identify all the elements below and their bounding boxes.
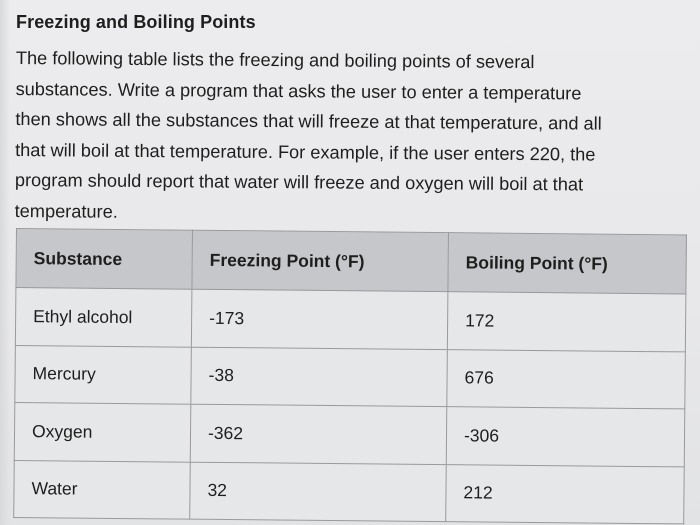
substances-table (13, 228, 687, 524)
description-line: then shows all the substances that will freeze at that temperature, and all (15, 108, 602, 134)
cell-boiling-point: 676 (447, 349, 686, 409)
problem-description (15, 43, 684, 231)
description-line: The following table lists the freezing and boiling points of several (15, 47, 535, 73)
description-line: temperature. (14, 200, 118, 222)
cell-boiling-point: 212 (446, 464, 685, 524)
table-row (15, 288, 686, 352)
header-substance: Substance (16, 229, 193, 290)
substances-table-container (13, 228, 686, 524)
description-line: substances. Write a program that asks the user to enter a temperature (15, 78, 582, 103)
header-freezing-point: Freezing Point (°F) (192, 230, 449, 291)
cell-substance: Ethyl alcohol (15, 288, 192, 347)
cell-boiling-point: 172 (447, 292, 686, 352)
table-row (14, 402, 685, 466)
description-line: program should report that water will freeze and oxygen will boil at that (14, 169, 584, 195)
page-title: Freezing and Boiling Points (16, 12, 256, 32)
header-boiling-point: Boiling Point (°F) (448, 233, 687, 294)
page-edge-shadow (0, 0, 10, 525)
table-row (14, 460, 685, 524)
cell-freezing-point: -362 (190, 404, 447, 464)
table-row (15, 345, 686, 409)
table-header-row (16, 229, 687, 294)
cell-freezing-point: -38 (191, 347, 448, 407)
cell-freezing-point: -173 (191, 289, 448, 349)
cell-boiling-point: -306 (446, 407, 685, 467)
cell-substance: Mercury (15, 345, 192, 404)
cell-substance: Oxygen (14, 402, 191, 461)
cell-substance: Water (14, 460, 191, 519)
cell-freezing-point: 32 (190, 462, 447, 522)
description-line: that will boil at that temperature. For example, if the user enters 220, the (15, 139, 596, 165)
